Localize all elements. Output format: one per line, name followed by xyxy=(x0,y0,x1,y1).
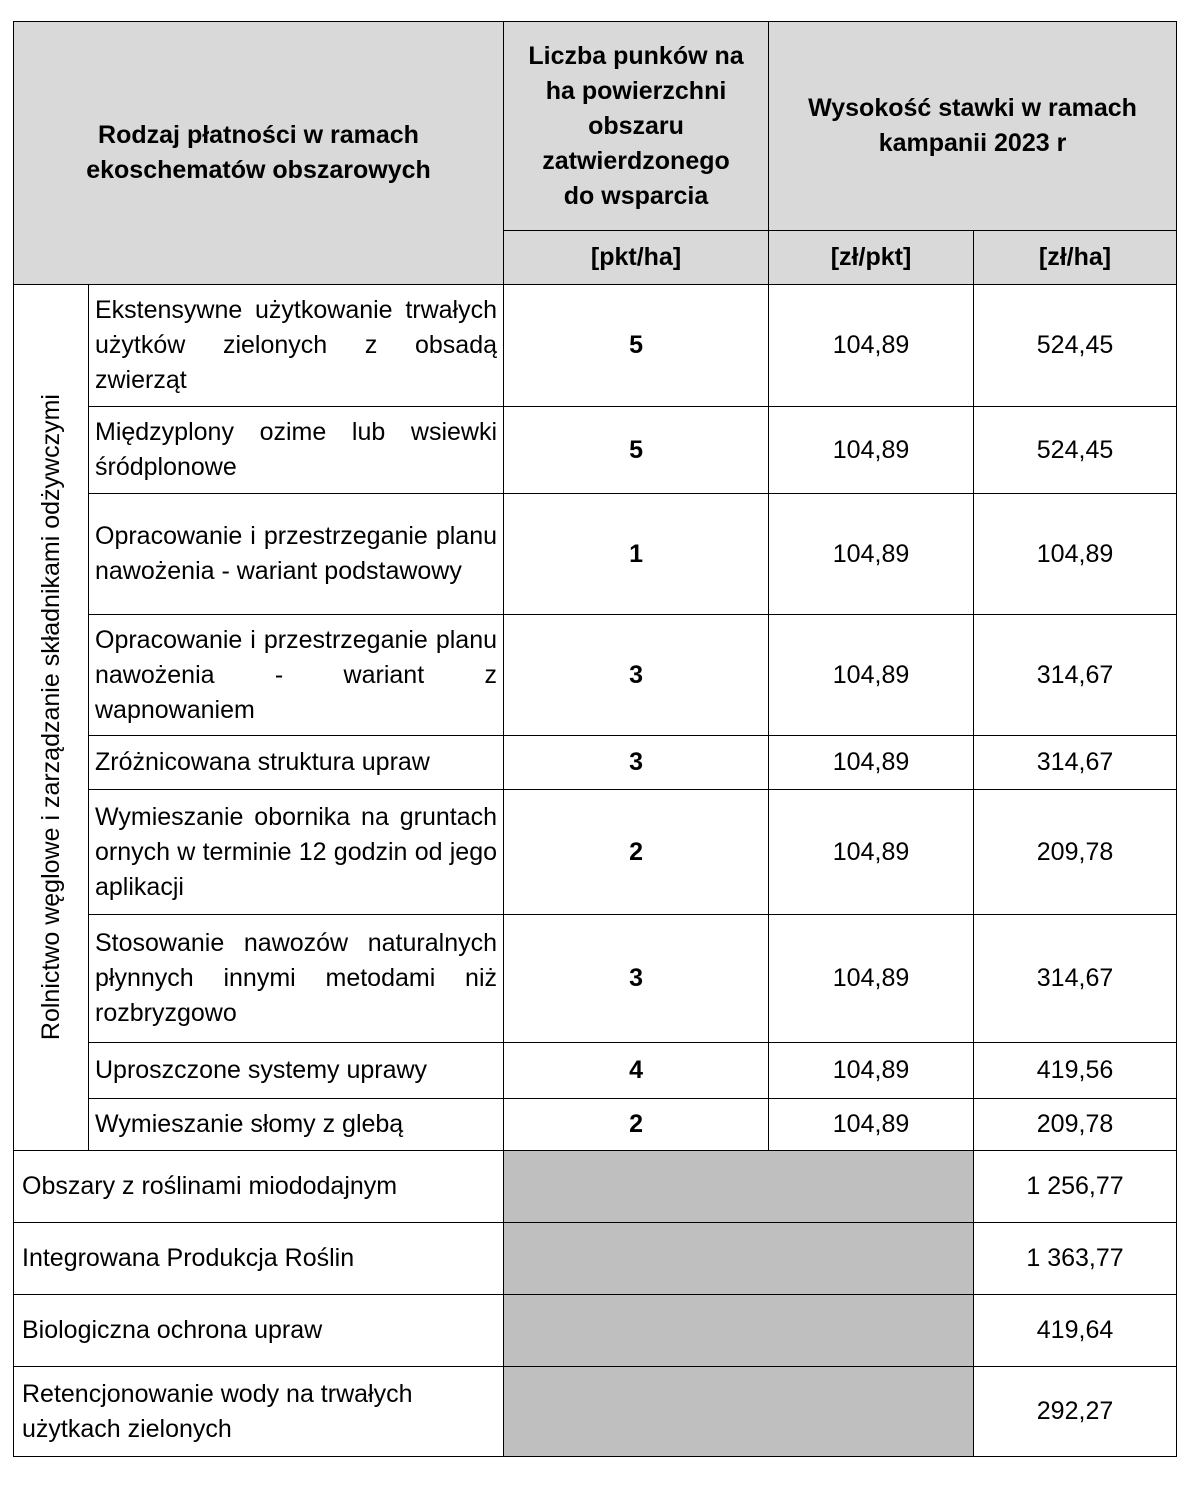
header-points-per-ha: Liczba punków na ha powierzchni obszaru zatwierdzonego do wsparcia xyxy=(504,22,769,231)
row-rate: 104,89 xyxy=(769,915,974,1043)
empty-grey-cell xyxy=(504,1367,974,1457)
row-amount: 292,27 xyxy=(974,1367,1177,1457)
row-name: Opracowanie i przestrzeganie planu nawożenia - wariant podstawowy xyxy=(89,494,504,615)
group-label: Rolnictwo węglowe i zarządzanie składnikami odżywczymi xyxy=(37,394,65,1041)
row-rate: 104,89 xyxy=(769,494,974,615)
row-name: Integrowana Produkcja Roślin xyxy=(14,1223,504,1295)
row-amount: 209,78 xyxy=(974,1099,1177,1151)
row-points: 5 xyxy=(504,285,769,407)
ecoscheme-rates-table xyxy=(13,21,1177,1457)
row-name: Wymieszanie słomy z glebą xyxy=(89,1099,504,1151)
table-row xyxy=(14,615,1177,736)
table-row xyxy=(14,736,1177,790)
row-amount: 314,67 xyxy=(974,615,1177,736)
table-row xyxy=(14,407,1177,494)
row-rate: 104,89 xyxy=(769,407,974,494)
row-amount: 524,45 xyxy=(974,407,1177,494)
empty-grey-cell xyxy=(504,1151,974,1223)
row-rate: 104,89 xyxy=(769,736,974,790)
row-name: Obszary z roślinami miododajnym xyxy=(14,1151,504,1223)
group-label-cell xyxy=(14,285,89,1151)
table-row xyxy=(14,790,1177,915)
unit-amount: [zł/ha] xyxy=(974,231,1177,285)
row-name: Zróżnicowana struktura upraw xyxy=(89,736,504,790)
row-name: Opracowanie i przestrzeganie planu nawożenia - wariant z wapnowaniem xyxy=(89,615,504,736)
row-points: 1 xyxy=(504,494,769,615)
empty-grey-cell xyxy=(504,1223,974,1295)
row-name: Retencjonowanie wody na trwałych użytkach zielonych xyxy=(14,1367,504,1457)
row-points: 3 xyxy=(504,915,769,1043)
row-name: Międzyplony ozime lub wsiewki śródplonowe xyxy=(89,407,504,494)
table-row xyxy=(14,915,1177,1043)
table-row xyxy=(14,285,1177,407)
table-row xyxy=(14,1223,1177,1295)
row-amount: 209,78 xyxy=(974,790,1177,915)
table-row xyxy=(14,1151,1177,1223)
row-points: 5 xyxy=(504,407,769,494)
row-points: 2 xyxy=(504,790,769,915)
row-name: Wymieszanie obornika na gruntach ornych w terminie 12 godzin od jego aplikacji xyxy=(89,790,504,915)
row-amount: 104,89 xyxy=(974,494,1177,615)
row-amount: 524,45 xyxy=(974,285,1177,407)
unit-points: [pkt/ha] xyxy=(504,231,769,285)
header-rate: Wysokość stawki w ramach kampanii 2023 r xyxy=(769,22,1177,231)
unit-rate: [zł/pkt] xyxy=(769,231,974,285)
row-amount: 419,64 xyxy=(974,1295,1177,1367)
row-name: Uproszczone systemy uprawy xyxy=(89,1043,504,1099)
row-amount: 314,67 xyxy=(974,736,1177,790)
row-points: 3 xyxy=(504,736,769,790)
row-name: Stosowanie nawozów naturalnych płynnych innymi metodami niż rozbryzgowo xyxy=(89,915,504,1043)
header-payment-type: Rodzaj płatności w ramach ekoschematów obszarowych xyxy=(14,22,504,285)
row-amount: 419,56 xyxy=(974,1043,1177,1099)
row-rate: 104,89 xyxy=(769,790,974,915)
table-row xyxy=(14,1295,1177,1367)
row-points: 4 xyxy=(504,1043,769,1099)
table-row xyxy=(14,494,1177,615)
row-rate: 104,89 xyxy=(769,285,974,407)
row-rate: 104,89 xyxy=(769,615,974,736)
row-points: 3 xyxy=(504,615,769,736)
row-amount: 1 363,77 xyxy=(974,1223,1177,1295)
row-points: 2 xyxy=(504,1099,769,1151)
empty-grey-cell xyxy=(504,1295,974,1367)
table-row xyxy=(14,1099,1177,1151)
row-rate: 104,89 xyxy=(769,1099,974,1151)
table-row xyxy=(14,1043,1177,1099)
table-row xyxy=(14,1367,1177,1457)
row-name: Ekstensywne użytkowanie trwałych użytków zielonych z obsadą zwierząt xyxy=(89,285,504,407)
row-name: Biologiczna ochrona upraw xyxy=(14,1295,504,1367)
row-amount: 314,67 xyxy=(974,915,1177,1043)
row-amount: 1 256,77 xyxy=(974,1151,1177,1223)
row-rate: 104,89 xyxy=(769,1043,974,1099)
